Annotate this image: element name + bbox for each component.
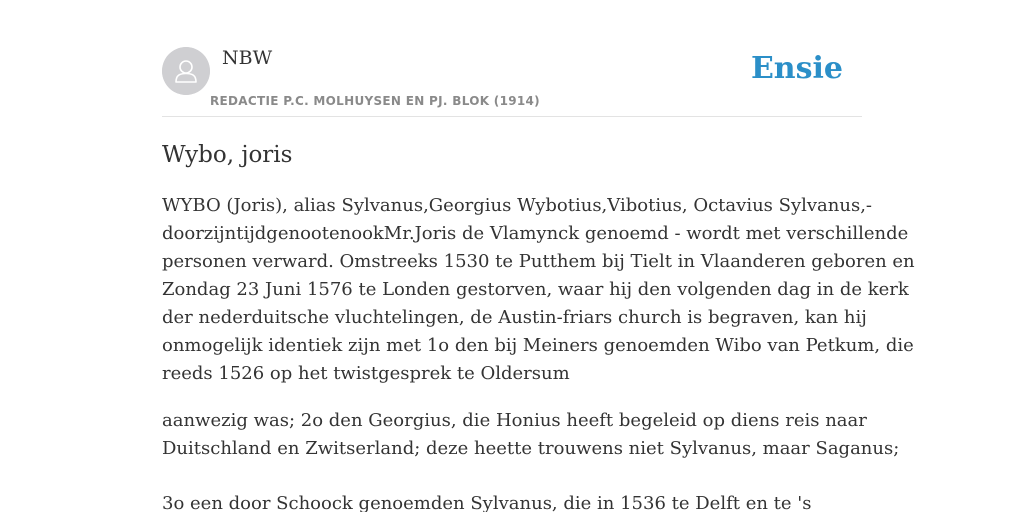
article-header bbox=[162, 0, 862, 117]
user-silhouette-icon bbox=[162, 47, 210, 95]
text-line: WYBO (Joris), alias Sylvanus,Georgius Wybotius,Vibotius, Octavius Sylvanus,- bbox=[162, 195, 873, 216]
text-line: aanwezig was; 2o den Georgius, die Honius heeft begeleid op diens reis naar bbox=[162, 410, 867, 431]
article-title: Wybo, joris bbox=[162, 142, 293, 168]
brand-logo[interactable]: Ensie bbox=[750, 51, 843, 86]
article-body bbox=[162, 192, 915, 512]
source-credit: REDACTIE P.C. MOLHUYSEN EN PJ. BLOK (1914) bbox=[210, 94, 540, 108]
author-name[interactable]: NBW bbox=[222, 47, 273, 69]
paragraph bbox=[162, 490, 862, 512]
text-line: onmogelijk identiek zijn met 1o den bij Meiners genoemden Wibo van Petkum, die bbox=[162, 335, 914, 356]
text-line: der nederduitsche vluchtelingen, de Austin-friars church is begraven, kan hij bbox=[162, 307, 867, 328]
paragraph bbox=[162, 192, 915, 388]
text-line: personen verward. Omstreeks 1530 te Putthem bij Tielt in Vlaanderen geboren en bbox=[162, 251, 915, 272]
text-line: Zondag 23 Juni 1576 te Londen gestorven, waar hij den volgenden dag in de kerk bbox=[162, 279, 909, 300]
text-line: 3o een door Schoock genoemden Sylvanus, die in 1536 te Delft en te 's bbox=[162, 493, 812, 512]
user-avatar-icon[interactable] bbox=[162, 47, 210, 95]
paragraph bbox=[162, 407, 900, 463]
text-line: reeds 1526 op het twistgesprek te Oldersum bbox=[162, 363, 570, 384]
text-line: doorzijntijdgenootenookMr.Joris de Vlamynck genoemd - wordt met verschillende bbox=[162, 223, 909, 244]
text-line: Duitschland en Zwitserland; deze heette trouwens niet Sylvanus, maar Saganus; bbox=[162, 438, 900, 459]
